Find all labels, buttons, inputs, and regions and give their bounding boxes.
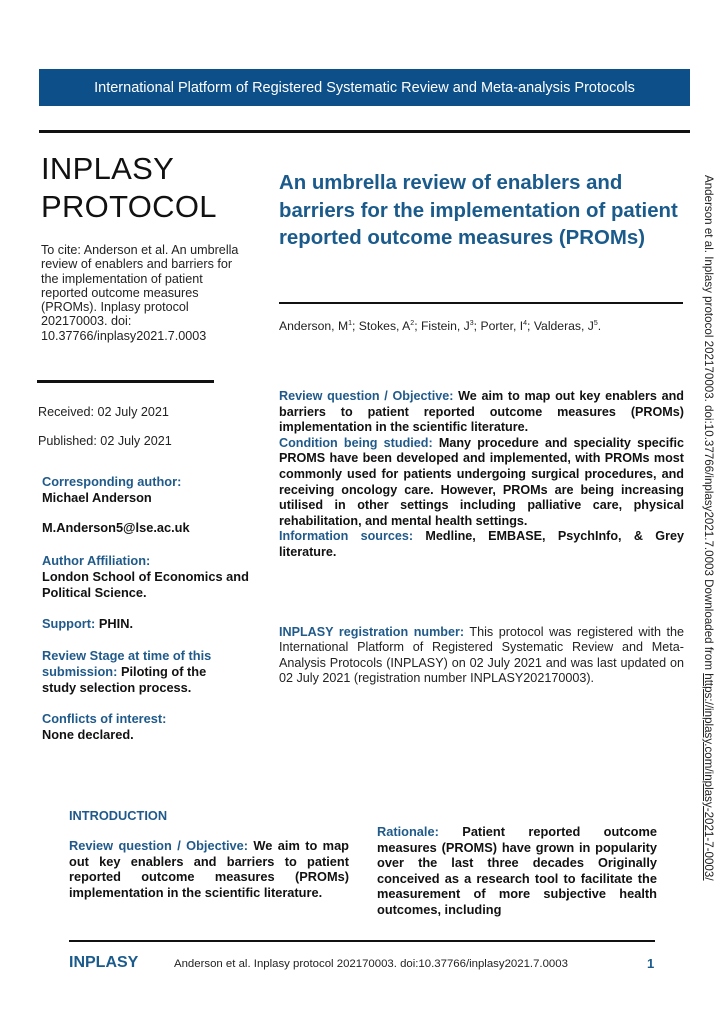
download-note — [700, 175, 716, 940]
registration-number — [279, 625, 684, 686]
abstract-sources: Information sources: Medline, EMBASE, PsychInfo, & Grey literature. — [279, 529, 684, 559]
inplasy-protocol-logo — [41, 150, 217, 226]
corresponding-author — [42, 474, 257, 506]
author: Porter, $I^4$; — [480, 319, 534, 333]
received-date: Received: 02 July 2021 — [38, 405, 169, 419]
conflicts-label: Conflicts of interest: — [42, 711, 167, 726]
corresponding-author-label: Corresponding author: — [42, 474, 182, 489]
header-banner — [39, 69, 690, 106]
registration-label: INPLASY registration number: — [279, 625, 465, 639]
logo-line-2: PROTOCOL — [41, 189, 217, 224]
top-divider — [39, 130, 690, 133]
support-label: Support: — [42, 616, 96, 631]
sidebar-divider — [37, 380, 214, 383]
abstract-condition: Condition being studied: Many procedure and speciality specific PROMS have been developed and implemented, with PROMs most commonly used for patients undergoing surgical procedures, and receiving oncology care. However, PROMs are being increasing utilised in other settings including palliative care, physical rehabilitation, and mental health settings. — [279, 435, 684, 528]
page-number: 1 — [647, 956, 655, 971]
published-date: Published: 02 July 2021 — [38, 434, 172, 448]
article-title: An umbrella review of enablers and barriers for the implementation of patient reported outcome measures (PROMs) — [279, 172, 678, 249]
abstract-review-question: Review question / Objective: We aim to map out key enablers and barriers to patient reported outcome measures (PROMs) implementation in the scientific literature. — [279, 389, 684, 435]
author: Anderson, $M^1$; — [279, 319, 359, 333]
review-stage — [42, 648, 232, 696]
conflicts-value: None declared. — [42, 727, 134, 742]
author-affiliation — [42, 553, 257, 601]
footer-brand: INPLASY — [69, 954, 139, 971]
support-value: PHIN. — [98, 616, 134, 631]
logo-line-1: INPLASY — [41, 151, 175, 186]
download-link[interactable]: https://inplasy.com/inplasy-2021-7-0003/ — [702, 673, 715, 881]
email-link[interactable]: M.Anderson5@lse.ac.uk — [42, 520, 190, 535]
introduction-heading: INTRODUCTION — [69, 808, 168, 823]
author: Valderas, $J^5$. — [533, 319, 602, 333]
review-stage-label: Review Stage at time of this submission: — [42, 648, 212, 679]
affiliation-value: London School of Economics and Political Science. — [42, 569, 249, 600]
citation-text: To cite: Anderson et al. An umbrella review of enablers and barriers for the implementation of patient reported outcome measures (PROMs). Inplasy protocol 202170003. doi: 10.37766/inplasy2021.7.0003 — [41, 243, 239, 343]
corresponding-author-name: Michael Anderson — [42, 490, 152, 505]
review-stage-value: Piloting of the study selection process. — [42, 664, 207, 695]
intro-review-question: Review question / Objective: We aim to map out key enablers and barriers to patient reported outcome measures (PROMs) implementation in the scientific literature. — [69, 838, 349, 900]
author-list — [279, 319, 601, 333]
banner-text: International Platform of Registered Systematic Review and Meta-analysis Protocols — [94, 79, 635, 96]
download-note-text: Anderson et al. Inplasy protocol 202170003. doi:10.37766/inplasy2021.7.0003 Downloaded from — [702, 175, 715, 674]
registration-text: This protocol was registered with the International Platform of Registered Systematic Review and Meta-Analysis Protocols (INPLASY) on 02 July 2021 and was last updated on 02 July 2021 (registration number INPLASY202170003). — [279, 625, 684, 685]
conflicts-of-interest — [42, 711, 257, 743]
author: Stokes, $A^2$; — [358, 319, 421, 333]
author-email[interactable] — [42, 520, 257, 536]
footer-divider — [69, 940, 655, 942]
support — [42, 616, 257, 632]
intro-rationale: Rationale: Patient reported outcome measures (PROMS) have grown in popularity over the last three decades Originally conceived as a research tool to facilitate the measurement of more subjective health outcomes, including — [377, 824, 657, 917]
author: Fistein, $J^3$; — [420, 319, 481, 333]
abstract — [279, 389, 684, 561]
title-divider — [279, 302, 683, 304]
footer-citation: Anderson et al. Inplasy protocol 202170003. doi:10.37766/inplasy2021.7.0003 — [174, 958, 568, 970]
affiliation-label: Author Affiliation: — [42, 553, 151, 568]
